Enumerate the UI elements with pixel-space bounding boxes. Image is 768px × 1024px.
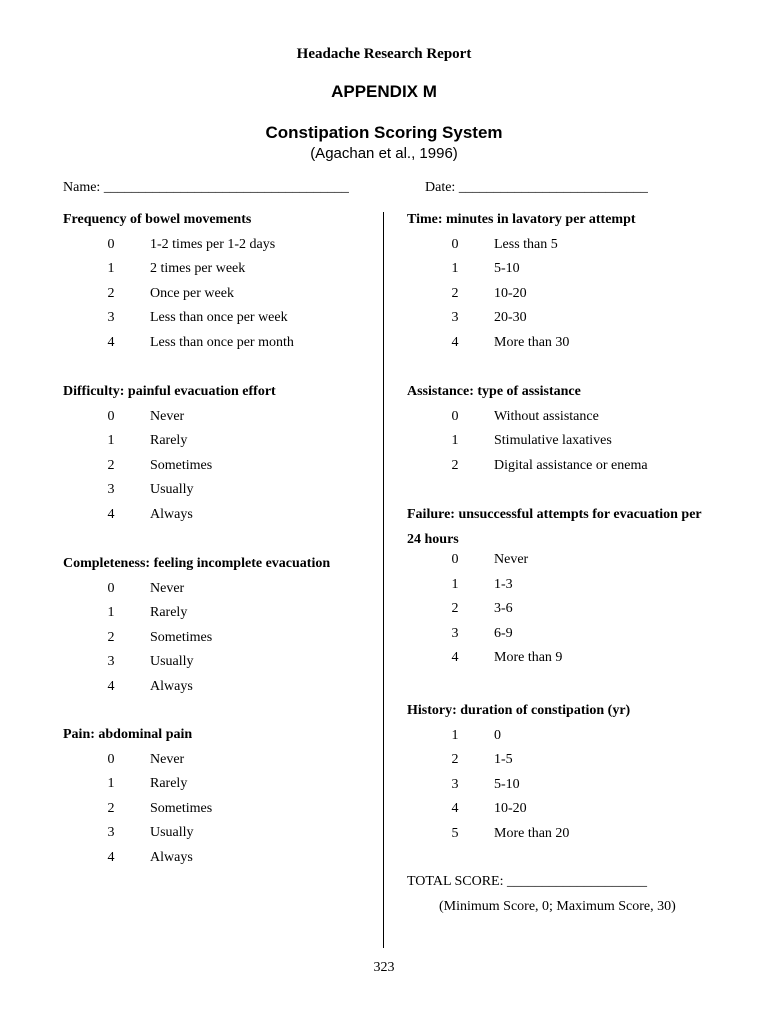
score-value: 3 xyxy=(107,482,115,498)
score-value: 1 xyxy=(451,433,459,449)
score-description: Without assistance xyxy=(494,408,599,424)
score-description: Rarely xyxy=(150,433,188,449)
score-value: 4 xyxy=(107,335,115,350)
score-description: Stimulative laxatives xyxy=(494,433,612,449)
score-description: Never xyxy=(494,552,529,567)
section-title-time: Time: minutes in lavatory per attempt xyxy=(407,212,636,227)
section-title-failure: Failure: unsuccessful attempts for evacuation per 24 hours xyxy=(407,507,702,547)
score-description: Less than once per week xyxy=(150,310,288,326)
score-description: Always xyxy=(150,850,193,865)
score-description: Less than 5 xyxy=(494,236,558,252)
score-description: Rarely xyxy=(150,776,188,792)
score-description: 6-9 xyxy=(494,625,513,641)
score-value: 3 xyxy=(107,310,115,326)
score-value: 2 xyxy=(107,629,115,645)
score-description: Sometimes xyxy=(150,629,213,645)
score-description: Rarely xyxy=(150,605,188,621)
score-description: Always xyxy=(150,507,193,522)
column-divider xyxy=(383,212,384,948)
score-value: 1 xyxy=(107,433,115,449)
score-description: 1-3 xyxy=(494,576,513,592)
score-description: Sometimes xyxy=(150,457,213,473)
score-description: Once per week xyxy=(150,285,234,301)
score-value: 1 xyxy=(451,727,459,743)
score-description: 3-6 xyxy=(494,601,513,617)
score-value: 3 xyxy=(107,825,115,841)
score-description: 10-20 xyxy=(494,801,527,817)
score-value: 2 xyxy=(107,457,115,473)
score-value: 3 xyxy=(451,310,459,326)
score-value: 4 xyxy=(107,850,115,865)
score-description: 5-10 xyxy=(494,261,520,277)
score-description: Never xyxy=(150,580,185,596)
score-value: 2 xyxy=(451,285,459,301)
score-description: 2 times per week xyxy=(150,261,246,277)
score-description: 1-5 xyxy=(494,752,513,768)
section-title-assistance: Assistance: type of assistance xyxy=(407,384,581,399)
section-title-pain: Pain: abdominal pain xyxy=(63,727,193,742)
score-description: Sometimes xyxy=(150,800,213,816)
score-value: 2 xyxy=(451,457,459,473)
score-description: Usually xyxy=(150,482,194,498)
score-value: 1 xyxy=(107,776,115,792)
score-value: 1 xyxy=(451,261,459,277)
section-title-completeness: Completeness: feeling incomplete evacuation xyxy=(63,556,331,571)
score-value: 0 xyxy=(107,236,115,252)
score-value: 0 xyxy=(451,552,459,567)
page-number: 323 xyxy=(373,960,395,975)
score-value: 1 xyxy=(107,605,115,621)
score-value: 4 xyxy=(451,801,459,817)
score-value: 0 xyxy=(451,408,459,424)
score-value: 0 xyxy=(107,580,115,596)
score-value: 3 xyxy=(451,625,459,641)
score-value: 0 xyxy=(107,751,115,767)
score-value: 4 xyxy=(451,335,459,350)
score-description: Usually xyxy=(150,825,194,841)
score-description: More than 9 xyxy=(494,650,563,666)
score-description: More than 20 xyxy=(494,826,570,841)
score-description: Less than once per month xyxy=(150,335,294,350)
score-value: 2 xyxy=(107,285,115,301)
name-field[interactable]: Name: ___________________________________ xyxy=(63,180,349,195)
running-head: Headache Research Report xyxy=(296,46,472,62)
score-value: 3 xyxy=(107,654,115,670)
score-description: 5-10 xyxy=(494,776,520,792)
score-description: 20-30 xyxy=(494,310,527,326)
score-value: 4 xyxy=(107,507,115,522)
date-field[interactable]: Date: ___________________________ xyxy=(425,180,648,195)
appendix-heading: APPENDIX M xyxy=(331,82,437,101)
score-value: 2 xyxy=(451,601,459,617)
score-value: 1 xyxy=(107,261,115,277)
section-title-difficulty: Difficulty: painful evacuation effort xyxy=(63,384,276,399)
score-description: Never xyxy=(150,408,185,424)
score-value: 4 xyxy=(107,679,115,694)
score-description: Usually xyxy=(150,654,194,670)
score-value: 0 xyxy=(451,236,459,252)
score-description: Always xyxy=(150,679,193,694)
score-value: 3 xyxy=(451,776,459,792)
score-value: 0 xyxy=(107,408,115,424)
score-description: 0 xyxy=(494,727,501,743)
total-score-field[interactable]: TOTAL SCORE: ____________________ xyxy=(407,874,647,889)
score-value: 2 xyxy=(451,752,459,768)
score-range-note: (Minimum Score, 0; Maximum Score, 30) xyxy=(439,899,676,914)
page-title: Constipation Scoring System xyxy=(265,123,503,142)
score-description: More than 30 xyxy=(494,335,570,350)
score-description: 1-2 times per 1-2 days xyxy=(150,236,276,252)
score-value: 2 xyxy=(107,800,115,816)
section-title-history: History: duration of constipation (yr) xyxy=(407,703,631,718)
section-title-frequency-of-bowel-movements: Frequency of bowel movements xyxy=(63,212,252,227)
score-value: 4 xyxy=(451,650,459,666)
score-description: 10-20 xyxy=(494,285,527,301)
score-description: Digital assistance or enema xyxy=(494,457,648,473)
score-value: 1 xyxy=(451,576,459,592)
citation: (Agachan et al., 1996) xyxy=(310,145,458,162)
score-description: Never xyxy=(150,751,185,767)
score-value: 5 xyxy=(451,826,459,841)
